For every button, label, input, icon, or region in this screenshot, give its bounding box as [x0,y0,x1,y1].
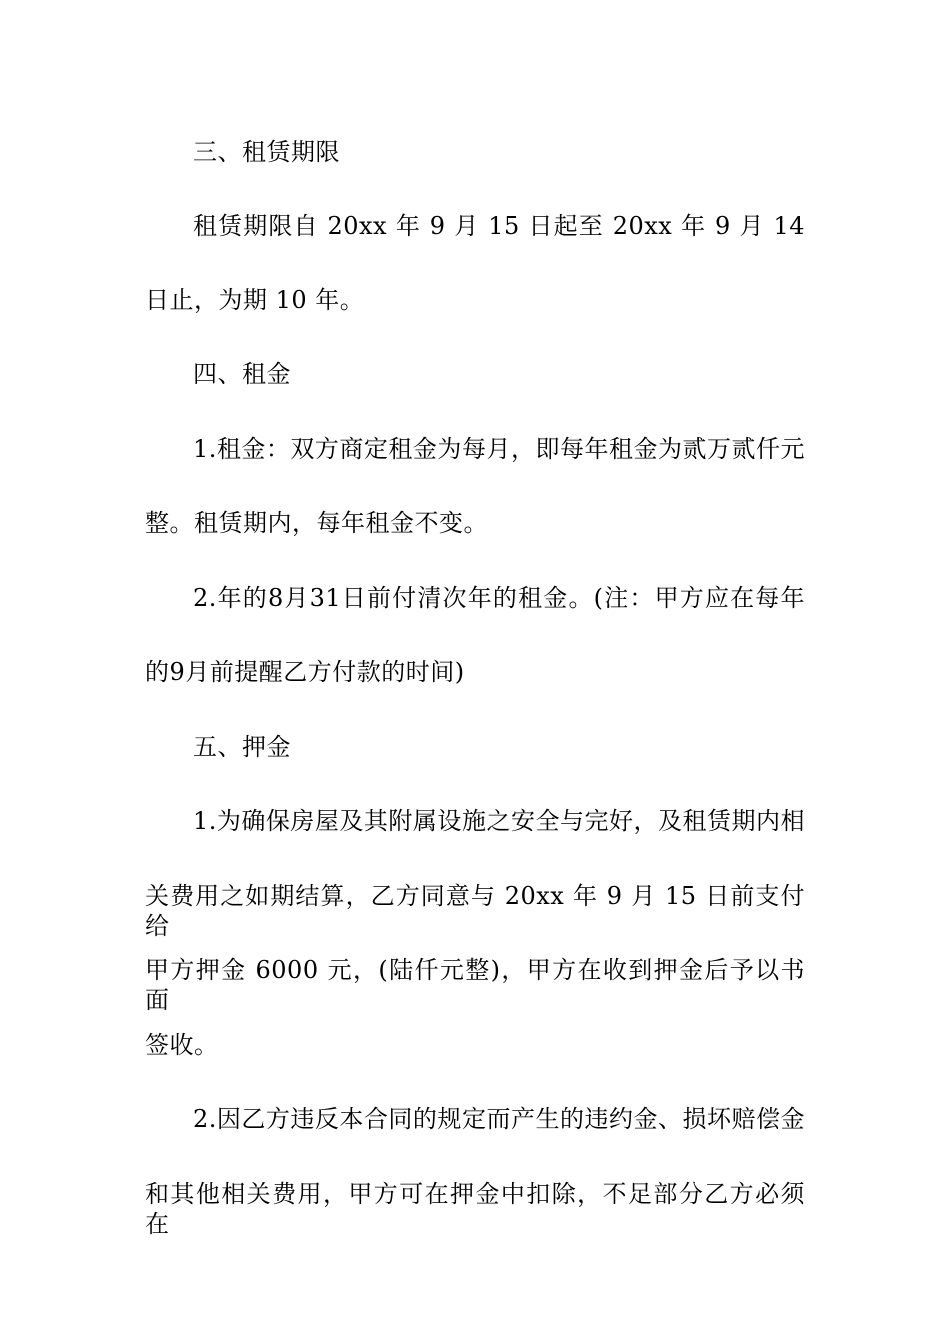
paragraph-line: 关费用之如期结算，乙方同意与 20xx 年 9 月 15 日前支付给 [145,882,805,940]
paragraph-line: 日止，为期 10 年。 [145,286,365,314]
section-heading-rent: 四、租金 [193,360,291,388]
paragraph-line: 1.为确保房屋及其附属设施之安全与完好，及租赁期内相 [193,807,805,835]
paragraph-line: 签收。 [145,1031,219,1059]
paragraph-line: 的9月前提醒乙方付款的时间) [145,658,465,686]
section-heading-lease-term: 三、租赁期限 [193,138,340,166]
paragraph-line: 2.因乙方违反本合同的规定而产生的违约金、损坏赔偿金 [193,1105,805,1133]
paragraph-line: 1.租金：双方商定租金为每月，即每年租金为贰万贰仟元 [193,435,805,463]
paragraph-line: 甲方押金 6000 元，(陆仟元整)，甲方在收到押金后予以书面 [145,956,805,1014]
paragraph-line: 整。租赁期内，每年租金不变。 [145,509,488,537]
paragraph-line: 租赁期限自 20xx 年 9 月 15 日起至 20xx 年 9 月 14 [193,212,805,240]
section-heading-deposit: 五、押金 [193,733,291,761]
paragraph-line: 2.年的8月31日前付清次年的租金。(注：甲方应在每年 [193,584,805,612]
paragraph-line: 和其他相关费用，甲方可在押金中扣除，不足部分乙方必须在 [145,1180,805,1238]
